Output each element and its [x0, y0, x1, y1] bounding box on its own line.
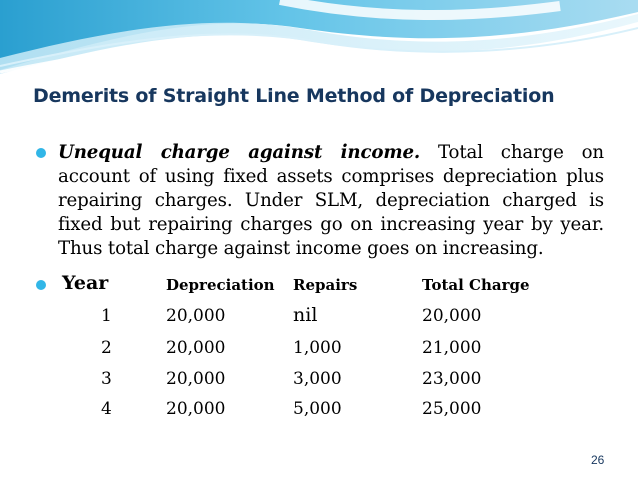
column-header-total-charge: Total Charge — [422, 276, 530, 294]
cell-repairs: nil — [293, 304, 318, 326]
year-label: Year — [62, 272, 109, 294]
bullet-paragraph — [58, 141, 604, 261]
cell-year: 4 — [101, 399, 112, 419]
cell-repairs: 5,000 — [293, 399, 342, 419]
cell-total: 21,000 — [422, 338, 482, 358]
bullet-lead-text: Unequal charge against income. — [58, 142, 421, 163]
bullet-icon — [36, 280, 46, 290]
cell-depreciation: 20,000 — [166, 338, 226, 358]
bullet-icon — [36, 148, 46, 158]
column-header-depreciation: Depreciation — [166, 276, 275, 294]
cell-repairs: 1,000 — [293, 338, 342, 358]
cell-depreciation: 20,000 — [166, 369, 226, 389]
cell-year: 2 — [101, 338, 112, 358]
cell-total: 20,000 — [422, 306, 482, 326]
cell-repairs: 3,000 — [293, 369, 342, 389]
cell-year: 1 — [101, 306, 112, 326]
cell-total: 23,000 — [422, 369, 482, 389]
column-header-repairs: Repairs — [293, 276, 358, 294]
bullet-body-text: Total charge on account of using fixed assets comprises depreciation plus repairing charges. Under SLM, depreciation charged is fixed but repairing charges go on increasing year by year. Thus total charge against income goes on increasing. — [58, 142, 604, 259]
cell-year: 3 — [101, 369, 112, 389]
slide-title: Demerits of Straight Line Method of Depreciation — [33, 85, 555, 107]
cell-depreciation: 20,000 — [166, 399, 226, 419]
cell-total: 25,000 — [422, 399, 482, 419]
header-wave-decoration — [0, 0, 638, 80]
page-number: 26 — [591, 453, 605, 467]
cell-depreciation: 20,000 — [166, 306, 226, 326]
